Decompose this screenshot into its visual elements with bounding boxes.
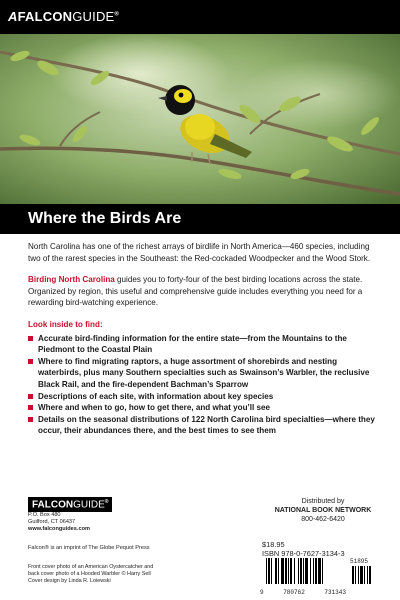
- barcode-bar: [298, 558, 299, 584]
- barcode-bar: [315, 558, 317, 584]
- barcode-bar: [313, 558, 314, 584]
- publisher-logo: [28, 497, 112, 512]
- credit-line: Front cover photo of an American Oystercatcher and: [28, 564, 154, 570]
- barcode-bar: [294, 558, 295, 584]
- address-line: P.O. Box 480: [28, 512, 61, 518]
- barcode-bar: [288, 558, 289, 584]
- barcode-addon-bar: [364, 566, 365, 584]
- book-title-highlight: Birding North Carolina: [28, 275, 115, 285]
- logo-guide: GUIDE: [72, 9, 115, 24]
- isbn-barcode: [260, 558, 382, 596]
- feature-item: Where to find migrating raptors, a huge assortment of shorebirds and nesting waterbirds, plus many Southern specialties such as Swainson’s Warbler, the reclusive Black Rail, and the fire-dependent Bachman’s Sparrow: [28, 356, 382, 391]
- look-inside-heading: Look inside to find:: [28, 319, 103, 329]
- barcode-bar: [305, 558, 308, 584]
- logo-falcon: FALCON: [17, 9, 73, 24]
- feature-item: Where and when to go, how to get there, and what you’ll see: [28, 402, 382, 414]
- barcode-addon-bar: [367, 566, 368, 584]
- photo-credits: [28, 564, 198, 585]
- distributed-by-label: Distributed by: [301, 498, 345, 505]
- publisher-address: [28, 512, 90, 534]
- description-text: guides you to forty-four of the best birding locations across the state. Organized by region, this useful and comprehensive guide includes everything you need for a rewarding bird-watching experience.: [28, 275, 363, 308]
- distributor-info: [268, 497, 378, 524]
- back-cover-copy: [28, 241, 382, 437]
- barcode-bar: [285, 558, 287, 584]
- barcode-bar: [322, 558, 323, 584]
- imprint-note: Falcon® is an imprint of The Globe Pequot Press: [28, 545, 150, 551]
- publisher-logo-registered: ®: [104, 499, 109, 505]
- credit-line: back cover photo of a Hooded Warbler © Harry Sell: [28, 571, 151, 577]
- barcode-addon-bar: [358, 566, 359, 584]
- barcode-bar: [275, 558, 277, 584]
- barcode-bar: [271, 558, 272, 584]
- distributor-name: NATIONAL BOOK NETWORK: [274, 507, 372, 514]
- barcode-bar: [268, 558, 270, 584]
- barcode-bar: [281, 558, 284, 584]
- publisher-logo-falcon: FALCON: [32, 499, 74, 511]
- hooded-warbler-photo: [0, 34, 400, 204]
- barcode-addon-bar: [355, 566, 356, 584]
- feature-item: Details on the seasonal distributions of 122 North Carolina bird specialties—where they occur, their abundances there, and the best times to see them: [28, 414, 382, 437]
- description-paragraph: [28, 274, 382, 309]
- barcode-addon-bar: [369, 566, 371, 584]
- address-line: Guilford, CT 06437: [28, 519, 76, 526]
- feature-item: Accurate bird-finding information for the entire state—from the Mountains to the Piedmont to the Coastal Plain: [28, 333, 382, 356]
- barcode-digit-first: 9: [260, 589, 264, 596]
- logo-registered-mark: ®: [114, 11, 120, 18]
- publisher-logo-guide: GUIDE: [73, 499, 105, 511]
- falcon-guide-logo: [8, 9, 119, 24]
- intro-paragraph: North Carolina has one of the richest arrays of birdlife in North America—460 species, including two of the rarest species in the Southeast: the Red-cockaded Woodpecker and the Wood Stork.: [28, 242, 371, 263]
- barcode-bar: [310, 558, 311, 584]
- price-isbn-block: [262, 540, 345, 559]
- warbler-illustration: [0, 34, 400, 204]
- title-bar: [0, 204, 400, 234]
- feature-list: [28, 333, 382, 437]
- barcode-bar: [300, 558, 302, 584]
- publisher-website: www.falconguides.com: [28, 526, 90, 533]
- distributor-phone: 800-462-6420: [301, 516, 345, 523]
- feature-item: Descriptions of each site, with information about key species: [28, 391, 382, 403]
- barcode-addon-bar: [360, 566, 363, 584]
- top-brand-bar: [0, 0, 400, 34]
- barcode-bar: [303, 558, 304, 584]
- barcode-digits: [260, 589, 382, 596]
- section-title: Where the Birds Are: [28, 210, 182, 227]
- credit-line: Cover design by Linda R. Loiewski: [28, 578, 111, 584]
- barcode-bar: [290, 558, 292, 584]
- barcode-digits-left: 780762: [283, 589, 305, 596]
- barcode-addon-number: 51895: [350, 558, 369, 565]
- barcode-digits-right: 731343: [324, 589, 346, 596]
- isbn: ISBN 978-0-7627-3134-3: [262, 549, 345, 559]
- logo-a: A: [8, 9, 18, 24]
- price: $18.95: [262, 540, 285, 549]
- barcode-bar: [278, 558, 279, 584]
- barcode-bar: [318, 558, 321, 584]
- barcode-addon-bar: [352, 566, 354, 584]
- barcode-bar: [266, 558, 267, 584]
